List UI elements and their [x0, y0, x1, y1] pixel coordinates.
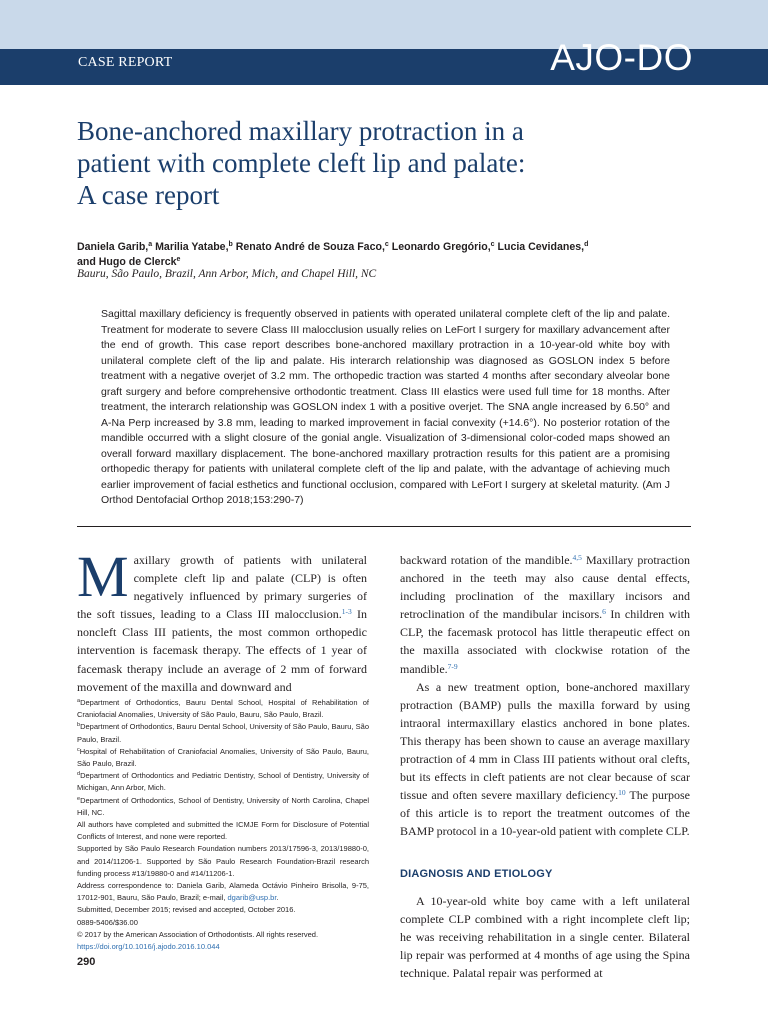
- section-heading: DIAGNOSIS AND ETIOLOGY: [400, 867, 553, 880]
- section-label: CASE REPORT: [78, 55, 173, 70]
- author-name: Renato André de Souza Faco,: [235, 241, 385, 253]
- correspondence-text: .: [276, 893, 279, 903]
- footnote-text: Department of Orthodontics, Bauru Dental School, University of São Paulo, Bauru, São Paulo, Brazil.: [77, 722, 369, 744]
- author-affiliation-mark: c: [490, 241, 495, 248]
- title-line: Bone-anchored maxillary protraction in a: [77, 116, 524, 146]
- email-link[interactable]: dgarib@usp.br: [227, 893, 277, 903]
- intro-paragraph: [77, 544, 367, 696]
- author-affiliation-mark: d: [584, 241, 589, 248]
- submission-dates: Submitted, December 2015; revised and accepted, October 2016.: [77, 905, 296, 915]
- page-number: 290: [77, 956, 96, 968]
- paragraph-text: The purpose of this article is to report the treatment outcomes of the BAMP protocol in a 10-year-old patient with complete CLP.: [400, 788, 691, 839]
- citation-link[interactable]: 10: [618, 788, 626, 798]
- paragraph-text: In noncleft Class III patients, the most common orthopedic intervention is facemask therapy. The effects of 1 year of facemask therapy include an average of 2 mm of forward movement of the maxilla and downward and: [77, 607, 367, 694]
- author-affiliation-mark: c: [384, 241, 389, 248]
- footnotes: [77, 697, 369, 953]
- footnote-mark: c: [77, 746, 80, 753]
- copyright-notice: © 2017 by the American Association of Orthodontists. All rights reserved.: [77, 929, 319, 939]
- footnote-text: Department of Orthodontics and Pediatric Dentistry, School of Dentistry, University of Michigan, Ann Arbor, Mich.: [77, 771, 369, 793]
- affiliation-footnote: [77, 795, 369, 819]
- footnote-mark: b: [77, 722, 81, 729]
- correspondence-note: [77, 880, 369, 904]
- footnote-mark: e: [77, 795, 81, 802]
- issn-price: 0889-5406/$36.00: [77, 917, 138, 927]
- author-name: Daniela Garib,: [77, 241, 149, 253]
- author-affiliation-mark: e: [176, 256, 181, 263]
- author-name: Lucia Cevidanes,: [497, 241, 585, 253]
- author-name: Marilia Yatabe,: [155, 241, 229, 253]
- author-affiliation-mark: b: [228, 241, 233, 248]
- doi-link[interactable]: https://doi.org/10.1016/j.ajodo.2016.10.044: [77, 942, 220, 952]
- title-line: A case report: [77, 180, 220, 210]
- affiliation-footnote: [77, 746, 369, 770]
- paragraph-text: axillary growth of patients with unilateral complete cleft lip and palate (CLP) is often negatively influenced by primary surgeries of the soft tissues, leading to a Class III malocclusion.: [77, 553, 367, 622]
- body-paragraph: [400, 678, 690, 841]
- author-list: [77, 240, 697, 270]
- citation-link[interactable]: 6: [602, 607, 606, 617]
- body-paragraph: A 10-year-old white boy came with a left unilateral complete CLP combined with a right incomplete cleft lip; he was receiving rehabilitation in a single center. Bilateral lip repair was performed at 4 months of age using the Spina technique. Palatal repair was performed at: [400, 893, 690, 980]
- drop-cap: M: [77, 544, 129, 609]
- footnote-text: Department of Orthodontics, Bauru Dental School, Hospital of Rehabilitation of Craniofacial Anomalies, University of São Paulo, Bauru, São Paulo, Brazil.: [77, 698, 369, 720]
- article-title: [77, 115, 697, 211]
- journal-logo: AJO-DO: [550, 37, 693, 78]
- footnote-mark: a: [77, 698, 81, 704]
- title-line: patient with complete cleft lip and palate:: [77, 148, 526, 178]
- disclosure-note: All authors have completed and submitted the ICMJE Form for Disclosure of Potential Conflicts of Interest, and none were reported.: [77, 820, 369, 842]
- citation-link[interactable]: 4,5: [572, 553, 582, 562]
- paragraph-text: backward rotation of the mandible.: [400, 553, 573, 567]
- footnote-text: Department of Orthodontics, School of Dentistry, University of North Carolina, Chapel Hill, NC.: [77, 795, 369, 817]
- footnote-mark: d: [77, 771, 81, 778]
- paragraph-text: In children with CLP, the facemask protocol has little therapeutic effect on the maxilla associated with clockwise rotation of the mandible.: [400, 607, 690, 676]
- citation-link[interactable]: 1-3: [341, 607, 352, 617]
- correspondence-text: Address correspondence to: Daniela Garib, Alameda Octávio Pinheiro Brisolla, 9-75, 17012-901, Bauru, São Paulo, Brazil; e-mail,: [77, 881, 369, 903]
- author-name: Leonardo Gregório,: [391, 241, 491, 253]
- abstract-divider: [77, 526, 691, 527]
- funding-note: Supported by São Paulo Research Foundation numbers 2013/17596-3, 2013/19880-0, and 2014/11206-1. Supported by São Paulo Research Foundation-Brazil research funding process #13/19880-0 and #14/11206-1.: [77, 844, 369, 878]
- affiliation-footnote: [77, 697, 369, 721]
- author-name: and Hugo de Clerck: [77, 256, 177, 268]
- footnote-text: Hospital of Rehabilitation of Craniofacial Anomalies, University of São Paulo, Bauru, São Paulo, Brazil.: [77, 746, 369, 769]
- citation-link[interactable]: 7-9: [447, 661, 458, 671]
- affiliation-footnote: [77, 770, 369, 794]
- right-column: [400, 551, 690, 982]
- body-paragraph: [400, 551, 690, 678]
- author-affiliation-mark: a: [148, 241, 153, 248]
- author-locations: Bauru, São Paulo, Brazil, Ann Arbor, Mich, and Chapel Hill, NC: [77, 268, 377, 280]
- affiliation-footnote: [77, 721, 369, 745]
- abstract: Sagittal maxillary deficiency is frequently observed in patients with operated unilateral complete cleft of the lip and palate. Treatment for moderate to severe Class III malocclusion usually relies on LeFort I surgery for maxillary advancement after the end of growth. This case report describes bone-anchored maxillary protraction in a 10-year-old white boy with unilateral complete cleft of the lip and palate. His interarch relationship was diagnosed as GOSLON index 5 before treatment with a negative overjet of 3.2 mm. The orthopedic traction was started 4 months after secondary alveolar bone graft surgery and before comprehensive orthodontic treatment. Class III elastics were used full time for 18 months. After treatment, the interarch relationship was GOSLON index 1 with a positive overjet. The SNA angle increased by 6.50° and A-Na Perp increased by 3.8 mm, leading to marked improvement in facial convexity (+14.6°). No posterior rotation of the mandible occurred with a slight closure of the gonial angle. Visualization of 3-dimensional color-coded maps showed an overall forward maxillary displacement. The bone-anchored maxillary protraction results for this patient are a promising orthopedic therapy for patients with unilateral complete cleft of the lip and palate, with the advantage of achieving much earlier improvement of facial esthetics and functional occlusion, compared with LeFort I surgery at skeletal maturity. (Am J Orthod Dentofacial Orthop 2018;153:290-7): [101, 308, 670, 506]
- left-column: [77, 544, 367, 696]
- paragraph-text: As a new treatment option, bone-anchored maxillary protraction (BAMP) pulls the maxilla forward by using intraoral intermaxillary elastics anchored in bone plates. This therapy has been shown to cause an average maxillary protraction of 4 mm in Class III patients without oral clefts, but its effects in cleft patients are not clear because of scar tissue and often severe maxillary deficiency.: [400, 679, 690, 803]
- paragraph-text: Maxillary protraction anchored in the teeth may also cause dental effects, including proclination of the maxillary incisors and retroclination of the mandibular incisors.: [400, 553, 690, 622]
